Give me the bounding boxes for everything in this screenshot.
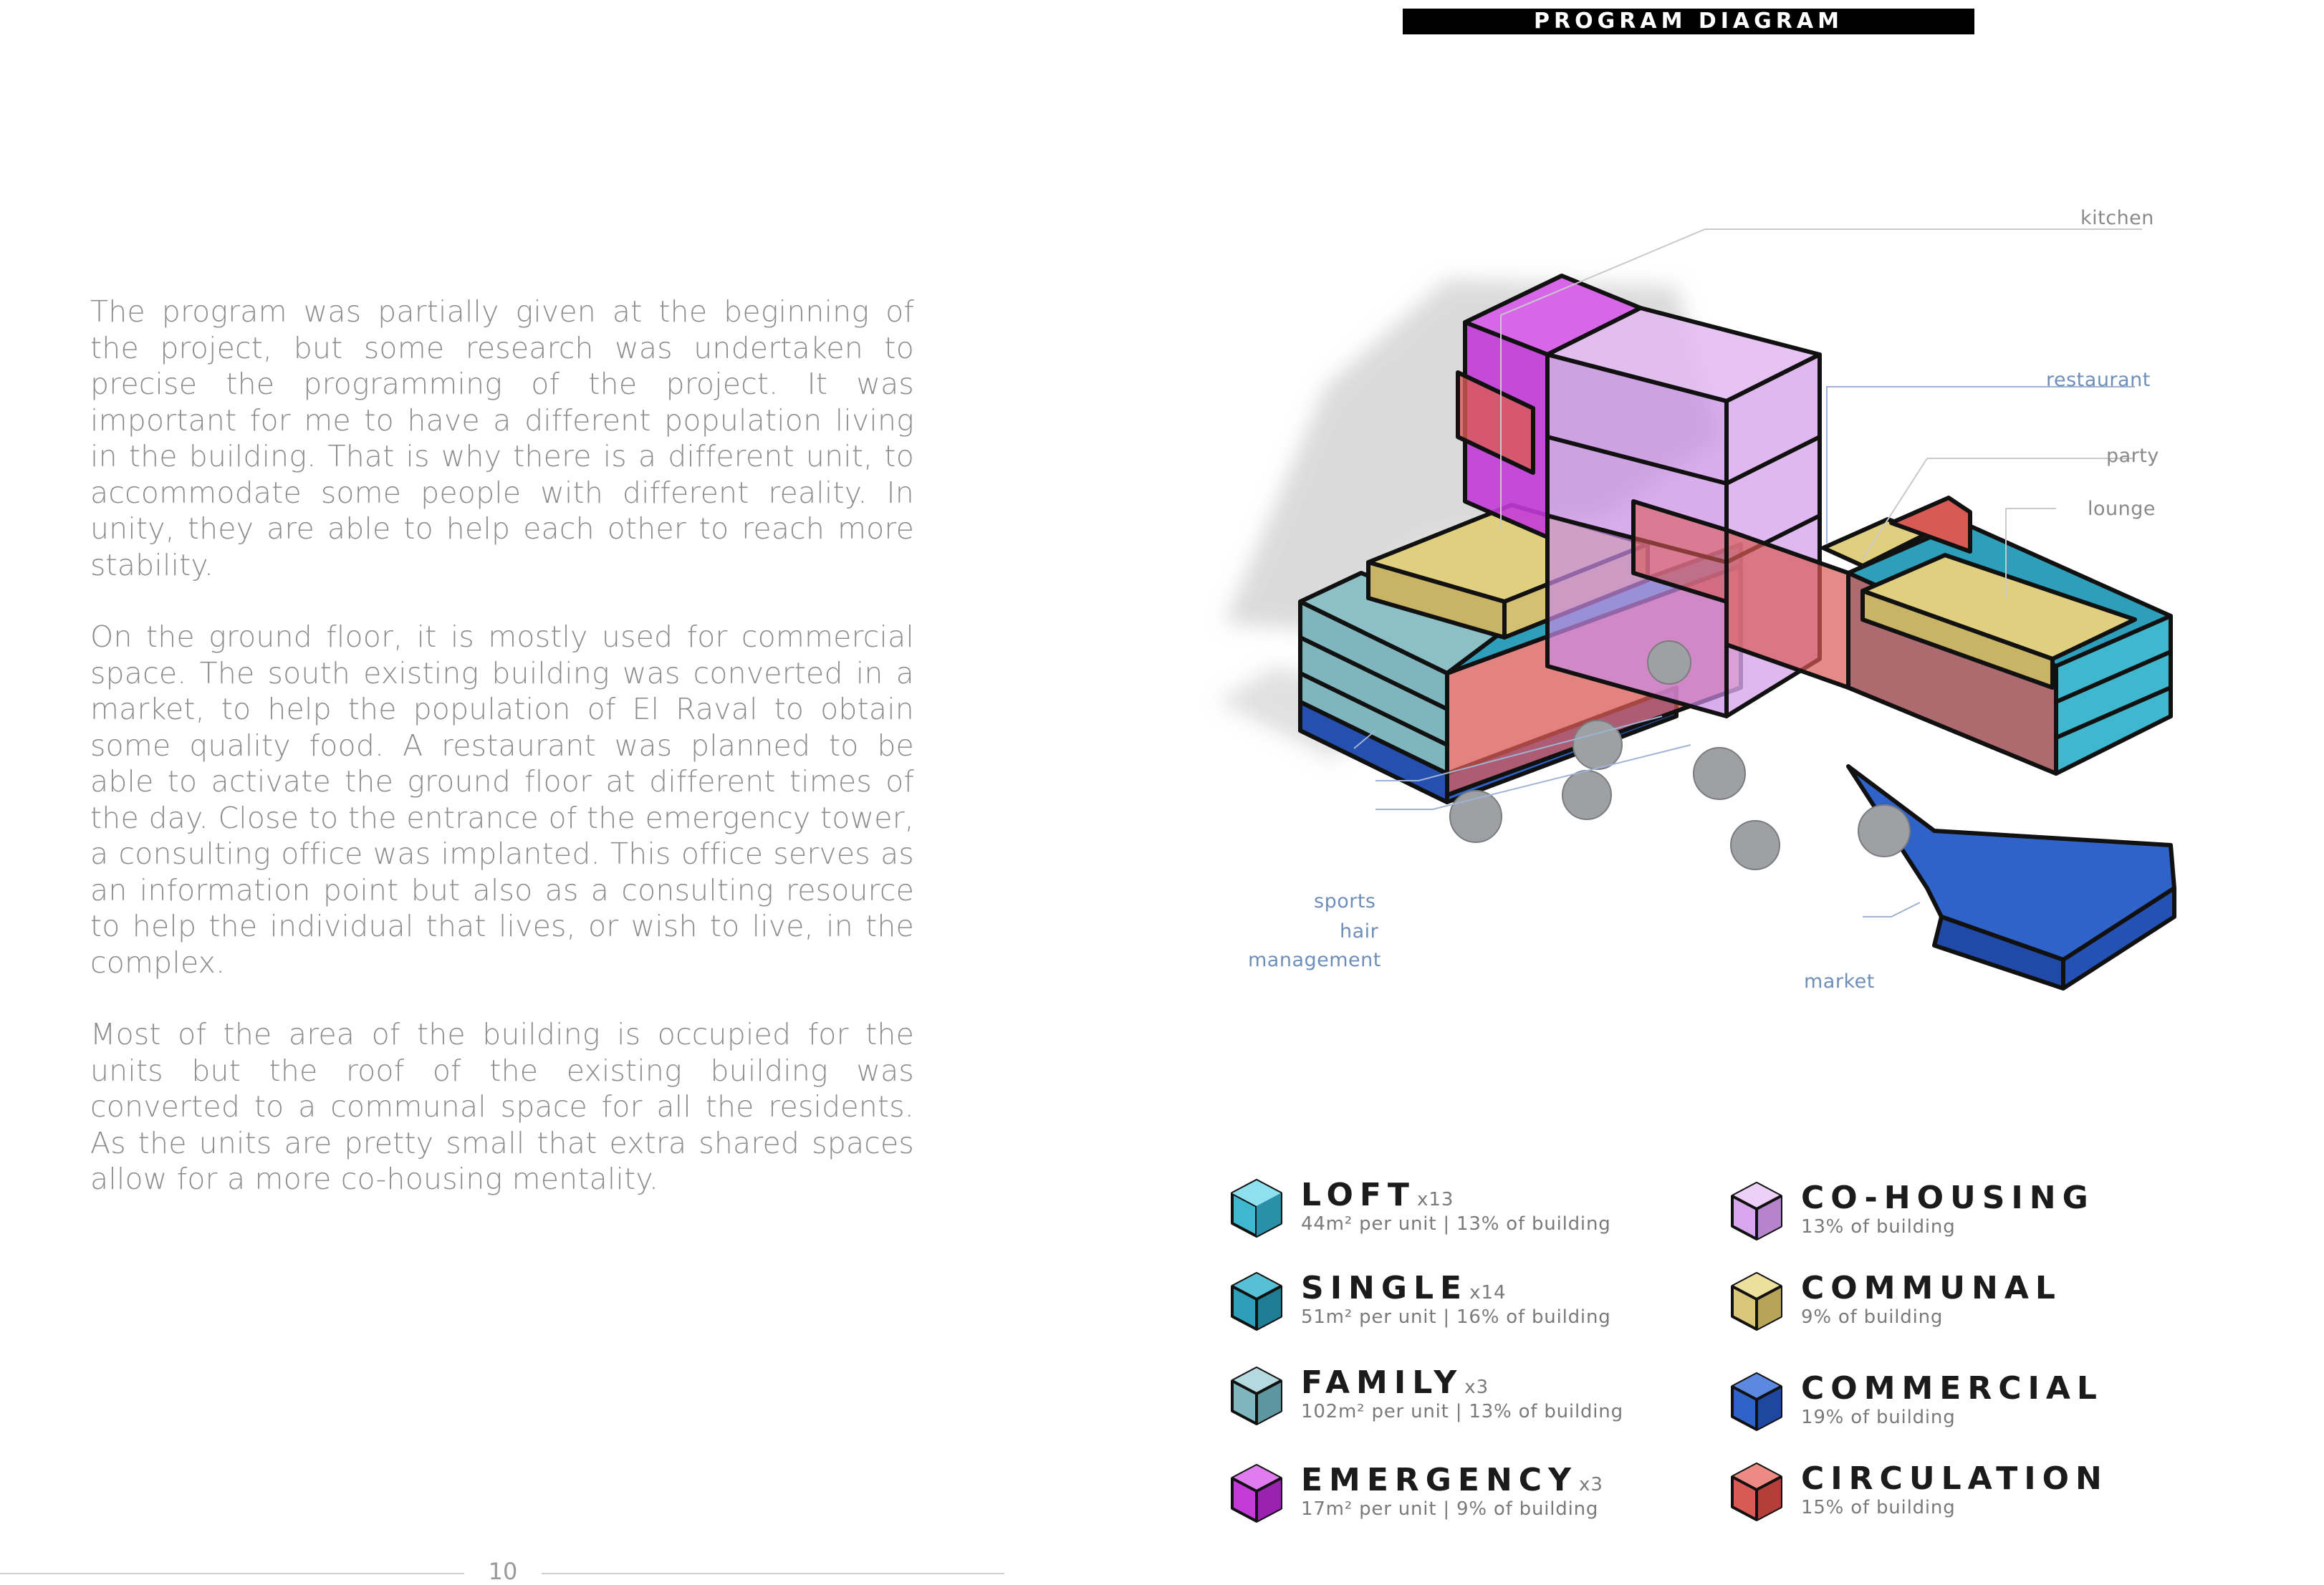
body-text xyxy=(90,294,914,1233)
legend-family xyxy=(1229,1365,1674,1437)
legend-single-name: SINGLEx14 xyxy=(1301,1270,1507,1306)
co-housing-cube-icon xyxy=(1729,1180,1784,1242)
commercial-cube-icon xyxy=(1729,1371,1784,1432)
callout-lounge: lounge xyxy=(2088,498,2156,520)
footer-rule-right xyxy=(542,1573,1004,1574)
legend-commercial-name: COMMERCIAL xyxy=(1801,1370,2103,1407)
legend-single-detail: 51m² per unit | 16% of building xyxy=(1301,1306,1611,1328)
tree xyxy=(1694,748,1745,799)
legend-circulation xyxy=(1729,1461,2174,1533)
tree xyxy=(1731,821,1780,869)
tree xyxy=(1858,805,1910,857)
emergency-cube-icon xyxy=(1229,1463,1284,1524)
footer-rule-left xyxy=(0,1573,464,1574)
legend-loft xyxy=(1229,1177,1674,1249)
tree xyxy=(1562,771,1611,819)
legend-single xyxy=(1229,1271,1674,1342)
circulation-cube-icon xyxy=(1729,1461,1784,1523)
diagram-title: PROGRAM DIAGRAM xyxy=(1403,9,1974,34)
legend-emergency-name: EMERGENCYx3 xyxy=(1301,1462,1603,1498)
legend-family-name: FAMILYx3 xyxy=(1301,1364,1489,1401)
tree xyxy=(1573,721,1622,769)
legend-emergency xyxy=(1229,1463,1674,1534)
callout-kitchen: kitchen xyxy=(2080,207,2154,229)
callout-hair: hair xyxy=(1340,920,1379,943)
callout-restaurant: restaurant xyxy=(2046,369,2151,391)
loft-cube-icon xyxy=(1229,1177,1284,1239)
legend-family-detail: 102m² per unit | 13% of building xyxy=(1301,1401,1623,1422)
communal-cube-icon xyxy=(1729,1271,1784,1332)
callout-sports: sports xyxy=(1314,890,1376,912)
legend-co-housing xyxy=(1729,1180,2174,1252)
legend-emergency-detail: 17m² per unit | 9% of building xyxy=(1301,1498,1599,1520)
legend-co-housing-name: CO-HOUSING xyxy=(1801,1180,2095,1216)
page-number: 10 xyxy=(488,1558,518,1585)
legend-communal xyxy=(1729,1271,2174,1342)
legend-loft-detail: 44m² per unit | 13% of building xyxy=(1301,1213,1611,1235)
paragraph-roof: Most of the area of the building is occupied for the units but the roof of the existing building was converted to a communal space for all the residents. As the units are pretty small that extra shared spaces allow for a more co-housing mentality. xyxy=(90,1017,914,1196)
paragraph-ground-floor: On the ground floor, it is mostly used for commercial space. The south existing building was converted in a market, to help the population of El Raval to obtain some quality food. A restaurant was planned to be able to activate the ground floor at different times of the day. Close to the entrance of the emergency tower, a consulting office was implanted. This office serves as an information point but also as a consulting resource to help the individual that lives, or wish to live, in the complex. xyxy=(90,620,914,980)
legend-loft-name: LOFTx13 xyxy=(1301,1177,1454,1213)
legend-co-housing-detail: 13% of building xyxy=(1801,1216,1956,1238)
legend-communal-detail: 9% of building xyxy=(1801,1306,1944,1328)
family-cube-icon xyxy=(1229,1365,1284,1427)
legend-circulation-detail: 15% of building xyxy=(1801,1497,1956,1518)
callout-management: management xyxy=(1248,949,1381,971)
legend-commercial-detail: 19% of building xyxy=(1801,1407,1956,1428)
tree xyxy=(1648,641,1691,684)
paragraph-program: The program was partially given at the beginning of the project, but some research was undertaken to precise the programming of the project. It was important for me to have a different population living in the building. That is why there is a different unit, to accommodate some people with different reality. In unity, they are able to help each other to reach more stability. xyxy=(90,294,914,582)
legend-communal-name: COMMUNAL xyxy=(1801,1270,2062,1306)
market-block xyxy=(1848,766,2174,988)
callout-party: party xyxy=(2106,445,2159,467)
legend-circulation-name: CIRCULATION xyxy=(1801,1460,2108,1497)
legend-commercial xyxy=(1729,1371,2174,1442)
callout-market: market xyxy=(1804,970,1875,993)
single-cube-icon xyxy=(1229,1271,1284,1332)
program-diagram xyxy=(1175,201,2249,1010)
